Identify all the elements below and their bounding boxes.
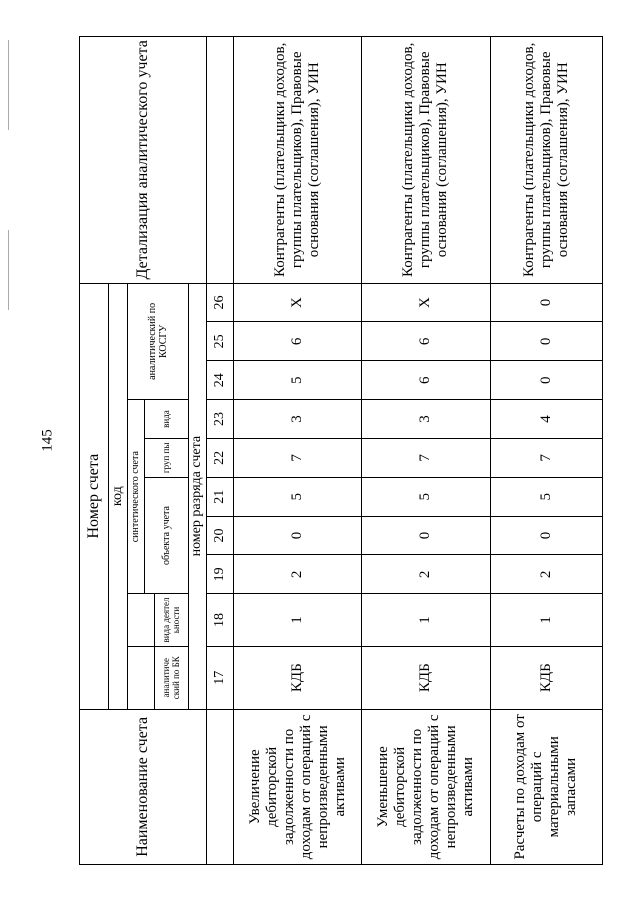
margin-line [8, 230, 9, 310]
header-synthetic-account: синтетического счета [127, 400, 144, 594]
header-kind: вида [144, 400, 188, 439]
page-number: 145 [39, 429, 56, 452]
cell-value: X [362, 283, 490, 322]
digit-number: 18 [207, 594, 234, 646]
digit-number: 19 [207, 555, 234, 594]
cell-value: 0 [490, 516, 603, 555]
digit-spacer [207, 709, 234, 864]
header-detail: Детализация аналитического учета [80, 37, 207, 284]
account-name: Уменьшение дебиторской задолженности по доходам от операций с непроизведенными активами [362, 709, 490, 864]
digit-number: 20 [207, 516, 234, 555]
header-group: груп пы [144, 438, 188, 477]
cell-value: 1 [490, 594, 603, 646]
cell-value: КДБ [362, 646, 490, 709]
detail-text: Контрагенты (плательщики доходов, группы плательщиков), Правовые основания (соглашения), УИН [362, 37, 490, 284]
digit-number: 22 [207, 438, 234, 477]
cell-value: 2 [362, 555, 490, 594]
cell-value: 6 [362, 322, 490, 361]
digit-number: 23 [207, 400, 234, 439]
cell-value: 0 [490, 322, 603, 361]
detail-text: Контрагенты (плательщики доходов, группы плательщиков), Правовые основания (соглашения), УИН [490, 37, 603, 284]
cell-value: X [233, 283, 361, 322]
header-analytic-bk: аналитиче ский по БК [154, 646, 188, 709]
digit-number: 17 [207, 646, 234, 709]
cell-value: 2 [233, 555, 361, 594]
header-spacer [127, 594, 154, 646]
cell-value: 3 [233, 400, 361, 439]
accounts-table [79, 36, 603, 865]
cell-value: 1 [362, 594, 490, 646]
cell-value: 5 [233, 361, 361, 400]
header-code: код [109, 283, 127, 709]
cell-value: 0 [490, 283, 603, 322]
table-row [362, 37, 490, 865]
cell-value: 7 [362, 438, 490, 477]
cell-value: 3 [362, 400, 490, 439]
cell-value: 5 [490, 477, 603, 516]
digit-number: 21 [207, 477, 234, 516]
cell-value: 6 [362, 361, 490, 400]
digit-number: 25 [207, 322, 234, 361]
cell-value: 7 [233, 438, 361, 477]
table-row [233, 37, 361, 865]
cell-value: 2 [490, 555, 603, 594]
cell-value: 5 [362, 477, 490, 516]
cell-value: 0 [233, 516, 361, 555]
header-account-number: Номер счета [80, 283, 109, 709]
table-row [490, 37, 603, 865]
cell-value: 7 [490, 438, 603, 477]
header-activity-type: вида деятел ьности [154, 594, 188, 646]
cell-value: 5 [233, 477, 361, 516]
account-name: Расчеты по доходам от операций с материальными запасами [490, 709, 603, 864]
rotated-table-container [79, 36, 603, 865]
cell-value: 6 [233, 322, 361, 361]
cell-value: 1 [233, 594, 361, 646]
cell-value: 0 [362, 516, 490, 555]
header-account-object: объекта учета [144, 477, 188, 593]
header-spacer [127, 646, 154, 709]
cell-value: 4 [490, 400, 603, 439]
header-digit-number: номер разряда счета [188, 283, 206, 709]
digit-number: 26 [207, 283, 234, 322]
cell-value: КДБ [233, 646, 361, 709]
digit-number: 24 [207, 361, 234, 400]
cell-value: 0 [490, 361, 603, 400]
cell-value: КДБ [490, 646, 603, 709]
header-analytic-kosgu: аналитический по КОСГУ [127, 283, 188, 400]
digit-spacer [207, 37, 234, 284]
detail-text: Контрагенты (плательщики доходов, группы плательщиков), Правовые основания (соглашения), УИН [233, 37, 361, 284]
margin-line [8, 40, 9, 130]
account-name: Увеличение дебиторской задолженности по доходам от операций с непроизведенными активами [233, 709, 361, 864]
header-account-name: Наименование счета [80, 709, 207, 864]
